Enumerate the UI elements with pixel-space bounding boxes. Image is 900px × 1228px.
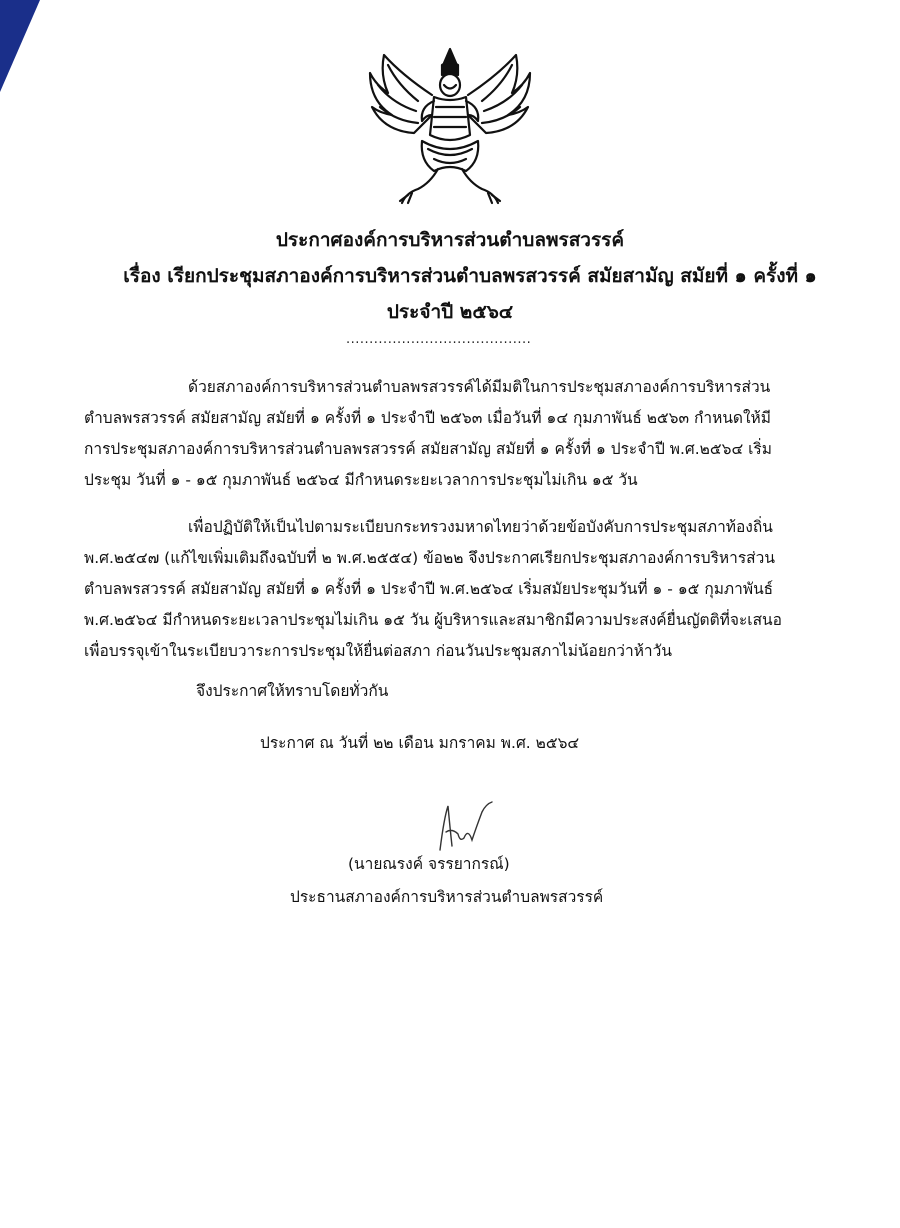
paragraph-1-line: ตำบลพรสวรรค์ สมัยสามัญ สมัยที่ ๑ ครั้งที่ ๑ ประจำปี ๒๕๖๓ เมื่อวันที่ ๑๔ กุมภาพันธ์ ๒๕๖๓ กำหนดให้มี	[84, 409, 771, 427]
paragraph-1-line: ประชุม วันที่ ๑ - ๑๕ กุมภาพันธ์ ๒๕๖๔ มีกำหนดระยะเวลาการประชุมไม่เกิน ๑๕ วัน	[84, 471, 638, 489]
paragraph-2-line: เพื่อปฏิบัติให้เป็นไปตามระเบียบกระทรวงมหาดไทยว่าด้วยข้อบังคับการประชุมสภาท้องถิ่น	[188, 518, 773, 536]
signer-position: ประธานสภาองค์การบริหารส่วนตำบลพรสวรรค์	[290, 888, 604, 906]
announcement-date: ประกาศ ณ วันที่ ๒๒ เดือน มกราคม พ.ศ. ๒๕๖๔	[260, 734, 580, 752]
paragraph-1-line: ด้วยสภาองค์การบริหารส่วนตำบลพรสวรรค์ได้มีมติในการประชุมสภาองค์การบริหารส่วน	[188, 378, 771, 396]
corner-mark	[0, 0, 40, 92]
paragraph-2-line: ตำบลพรสวรรค์ สมัยสามัญ สมัยที่ ๑ ครั้งที่ ๑ ประจำปี พ.ศ.๒๕๖๔ เริ่มสมัยประชุมวันที่ ๑ - ๑๕ กุมภาพันธ์	[84, 580, 774, 598]
closing-statement: จึงประกาศให้ทราบโดยทั่วกัน	[196, 682, 389, 700]
signer-name: (นายณรงค์ จรรยากรณ์)	[348, 855, 510, 873]
paragraph-1-line: การประชุมสภาองค์การบริหารส่วนตำบลพรสวรรค์ สมัยสามัญ สมัยที่ ๑ ครั้งที่ ๑ ประจำปี พ.ศ.๒๕๖๔ เริ่ม	[84, 440, 772, 458]
garuda-emblem-icon	[362, 45, 538, 205]
handwritten-signature-icon	[430, 798, 500, 858]
paragraph-2-line: เพื่อบรรจุเข้าในระเบียบวาระการประชุมให้ยื่นต่อสภา ก่อนวันประชุมสภาไม่น้อยกว่าห้าวัน	[84, 642, 672, 660]
paragraph-2-line: พ.ศ.๒๕๖๔ มีกำหนดระยะเวลาประชุมไม่เกิน ๑๕ วัน ผู้บริหารและสมาชิกมีความประสงค์ยื่นญัตติที่จะเสนอ	[84, 611, 782, 629]
announcement-title: ประกาศองค์การบริหารส่วนตำบลพรสวรรค์	[275, 229, 625, 251]
announcement-subject: เรื่อง เรียกประชุมสภาองค์การบริหารส่วนตำบลพรสวรรค์ สมัยสามัญ สมัยที่ ๑ ครั้งที่ ๑	[123, 265, 817, 287]
paragraph-2	[84, 512, 782, 667]
paragraph-1	[84, 372, 772, 496]
paragraph-2-line: พ.ศ.๒๕๔๗ (แก้ไขเพิ่มเติมถึงฉบับที่ ๒ พ.ศ.๒๕๕๔) ข้อ๒๒ จึงประกาศเรียกประชุมสภาองค์การบริหารส่วน	[84, 549, 775, 567]
dotted-divider: ........................................	[346, 332, 532, 347]
announcement-subject-continued: ประจำปี ๒๕๖๔	[386, 301, 514, 323]
title-block	[0, 222, 900, 330]
